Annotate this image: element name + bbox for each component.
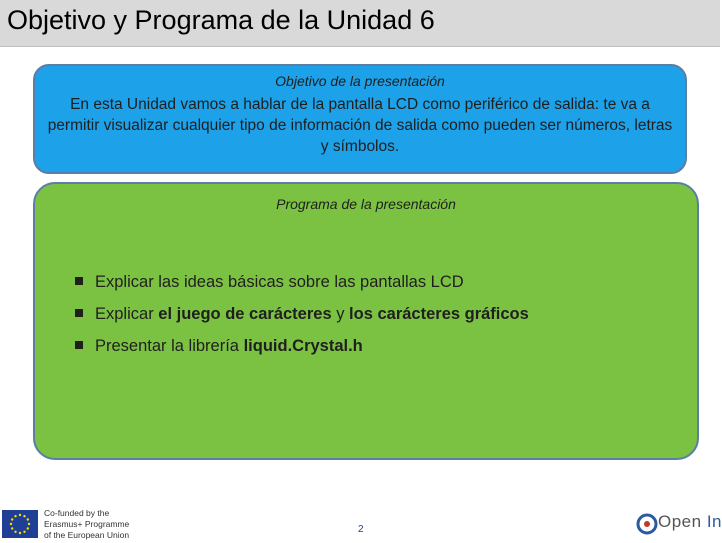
eu-star-icon — [10, 523, 12, 525]
item-bold-text: los carácteres gráficos — [349, 305, 529, 323]
slide-title: Objetivo y Programa de la Unidad 6 — [7, 5, 435, 35]
eu-star-icon — [11, 518, 13, 520]
list-item — [75, 330, 529, 362]
eu-star-icon — [14, 531, 16, 533]
eu-star-icon — [23, 531, 25, 533]
title-bar — [0, 0, 720, 47]
square-bullet-icon — [75, 277, 83, 285]
eu-cofunded-text: Co-funded by the Erasmus+ Programme of the European Union — [44, 508, 130, 540]
square-bullet-icon — [75, 341, 83, 349]
item-text: y — [331, 305, 350, 323]
eu-star-icon — [28, 523, 30, 525]
eu-star-icon — [11, 527, 13, 529]
eu-star-icon — [19, 514, 21, 516]
objective-heading: Objetivo de la presentación — [275, 73, 445, 89]
page-number: 2 — [358, 524, 364, 535]
item-text: Presentar la librería — [95, 337, 244, 355]
program-list — [75, 266, 529, 362]
item-text: Explicar — [95, 305, 159, 323]
eu-star-icon — [14, 515, 16, 517]
item-bold-text: el juego de carácteres — [158, 305, 332, 323]
objective-text: En esta Unidad vamos a hablar de la pantalla LCD como periférico de salida: te va a permitir visualizar cualquier tipo de información de salida como pueden ser números, letras y símbolos. — [47, 96, 673, 155]
eu-star-icon — [19, 532, 21, 534]
openin-logo — [636, 512, 722, 538]
item-bold-text: liquid.Crystal.h — [243, 337, 363, 355]
eu-star-icon — [27, 518, 29, 520]
list-item — [75, 298, 529, 330]
program-box — [33, 182, 699, 460]
eu-star-icon — [27, 527, 29, 529]
openin-emblem-icon — [636, 513, 658, 535]
list-item — [75, 266, 529, 298]
objective-box — [33, 64, 687, 174]
openin-wordmark: Open In — [658, 512, 722, 531]
program-heading: Programa de la presentación — [276, 196, 456, 212]
eu-star-icon — [23, 515, 25, 517]
eu-stars-icon — [2, 510, 38, 538]
item-text: Explicar las ideas básicas sobre las pantallas LCD — [95, 273, 464, 291]
eu-flag-icon — [2, 510, 38, 538]
square-bullet-icon — [75, 309, 83, 317]
eu-cofunded-logo — [0, 502, 150, 540]
